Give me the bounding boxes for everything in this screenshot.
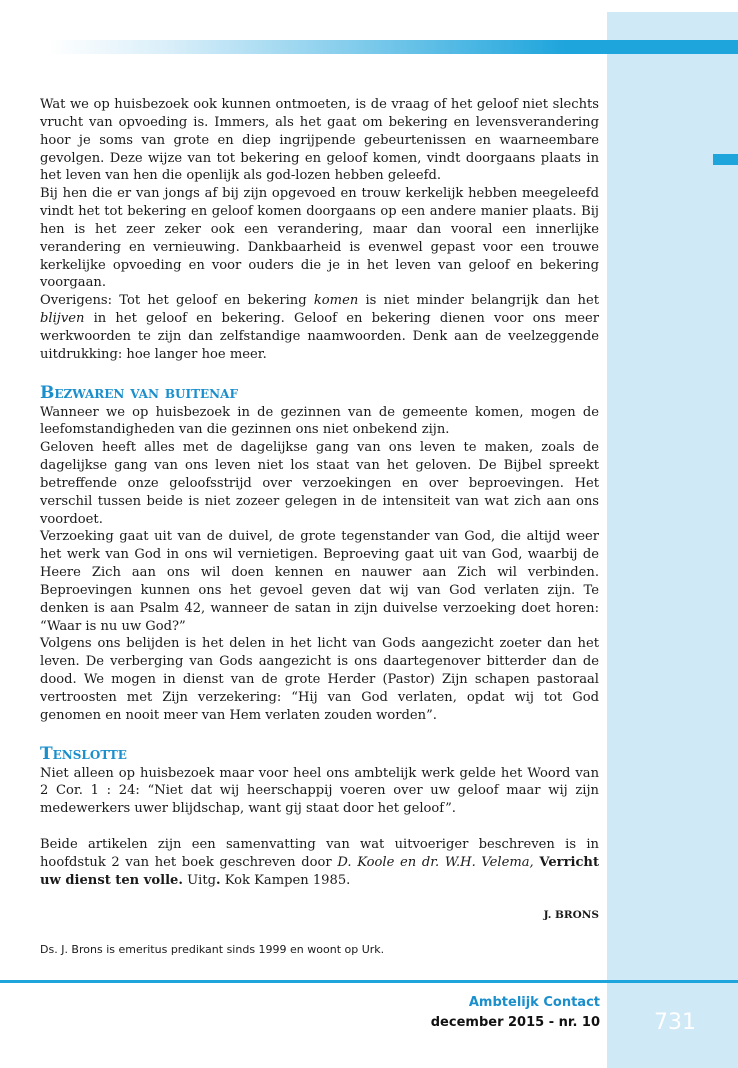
- closing-paragraph: [40, 836, 599, 890]
- text: Kok Kampen 1985.: [220, 872, 351, 888]
- emphasis: komen: [313, 293, 359, 309]
- author-signature: J. BRONS: [543, 909, 599, 922]
- text: .: [215, 872, 221, 888]
- section-heading: Bezwaren van buitenaf: [40, 382, 238, 403]
- text: Beide artikelen zijn een samenvatting van wat uitvoeriger beschreven is in hoofdstuk 2 van het boek geschreven door: [40, 836, 599, 870]
- journal-info: [431, 993, 600, 1033]
- paragraph: Geloven heeft alles met de dagelijkse gang van ons leven te maken, zoals de dagelijkse gang van ons leven niet los staat van het geloven. De Bijbel spreekt betreffende onze geloofsstrijd over verzoekingen en over beproevingen. Het verschil tussen beide is niet zozeer gelegen in de intensiteit van wat zich aan ons voordoet.: [40, 440, 599, 527]
- top-gradient-bar: [48, 40, 738, 54]
- section-heading: Tenslotte: [40, 743, 127, 764]
- text: Uitg: [182, 872, 216, 888]
- emphasis: blijven: [40, 311, 85, 327]
- paragraph: Bij hen die er van jongs af bij zijn opgevoed en trouw kerkelijk hebben meegeleefd vindt het tot bekering en geloof komen doorgaans op een andere manier plaats. Bij hen is het zeer zeker ook een verandering, maar dan vooral een innerlijke verandering en vernieuwing. Dankbaarheid is evenwel gepast voor een trouwe kerkelijke opvoeding en voor ouders die je in het leven van geloof en bekering voorgaan.: [40, 186, 599, 291]
- text: in het geloof en bekering. Geloof en bekering dienen voor ons meer werkwoorden te zijn dan zelfstandige naamwoorden. Denk aan de veelzeggende uitdrukking: hoe langer hoe meer.: [40, 311, 599, 362]
- paragraph: Volgens ons belijden is het delen in het licht van Gods aangezicht zoeter dan het leven. De verberging van Gods aangezicht is ons daartegenover bitterder dan de dood. We mogen in dienst van de grote Herder (Pastor) Zijn schapen pastoraal vertroosten met Zijn verzekering: “Hij van God verlaten, opdat wij tot God genomen en nooit meer van Hem verlaten zouden worden”.: [40, 636, 599, 723]
- paragraph: Verzoeking gaat uit van de duivel, de grote tegenstander van God, die altijd weer het werk van God in ons wil vernietigen. Beproeving gaat uit van God, waarbij de Heere Zich aan ons wil doen kennen en nauwer aan Zich wil verbinden. Beproevingen kunnen ons het gevoel geven dat wij van God verlaten zijn. Te denken is aan Psalm 42, wanneer de satan in zijn duivelse verzoeking doet horen: “Waar is nu uw God?”: [40, 529, 599, 634]
- text: Overigens: Tot het geloof en bekering: [40, 293, 314, 309]
- journal-name: Ambtelijk Contact: [468, 995, 600, 1010]
- footer-rule: [0, 980, 738, 983]
- side-marker: [713, 154, 738, 165]
- book-authors: D. Koole en dr. W.H. Velema,: [337, 854, 534, 870]
- page-number: 731: [654, 1010, 696, 1035]
- text: is niet minder belangrijk dan het: [358, 293, 599, 309]
- paragraph: Wat we op huisbezoek ook kunnen ontmoeten, is de vraag of het geloof niet slechts vrucht van opvoeding is. Immers, als het gaat om bekering en levensverandering hoor je soms van grote en diep ingrijpende gebeurtenissen en waarneembare gevolgen. Deze wijze van tot bekering en geloof komen, vindt doorgaans plaats in het leven van hen die openlijk als god-lozen hebben geleefd.: [40, 97, 599, 184]
- paragraph: Wanneer we op huisbezoek in de gezinnen van de gemeente komen, mogen de leefomstandigheden van die gezinnen ons niet onbekend zijn.: [40, 404, 599, 438]
- author-note: Ds. J. Brons is emeritus predikant sinds 1999 en woont op Urk.: [40, 943, 385, 957]
- paragraph: Niet alleen op huisbezoek maar voor heel ons ambtelijk werk gelde het Woord van 2 Cor. 1 : 24: “Niet dat wij heerschappij voeren over uw geloof maar wij zijn medewerkers uwer blijdschap, want gij staat door het geloof”.: [40, 765, 599, 817]
- article-body: [40, 96, 599, 959]
- journal-issue: december 2015 - nr. 10: [430, 1015, 600, 1030]
- paragraph: [40, 292, 599, 363]
- book-title: Verricht uw dienst ten volle.: [40, 854, 599, 888]
- side-panel: [607, 12, 738, 1068]
